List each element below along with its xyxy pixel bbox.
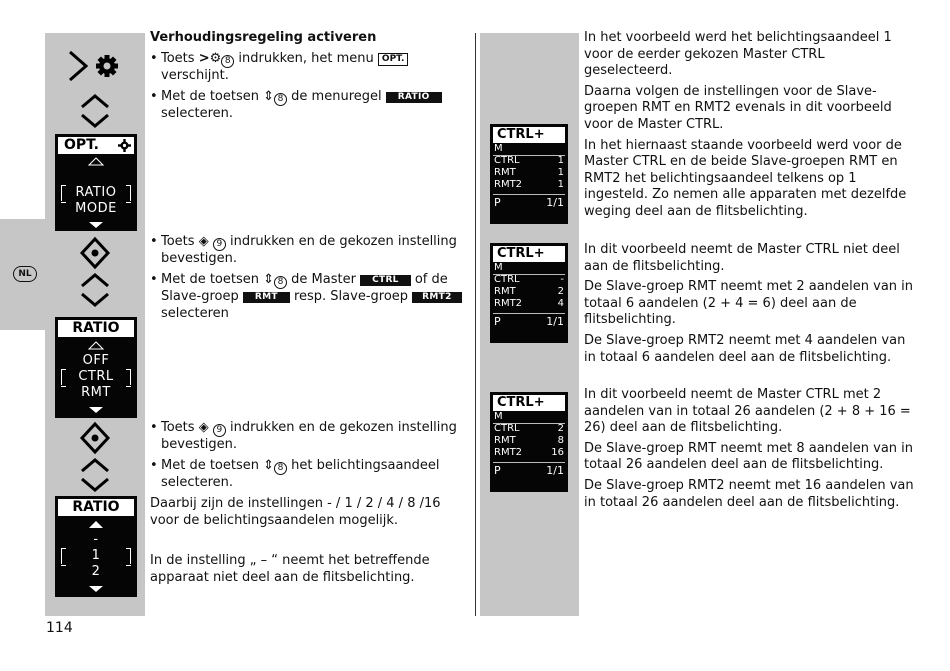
display-line-two: 2 <box>91 564 101 579</box>
example-display-3 <box>490 392 568 492</box>
paragraph: De Slave-groep RMT2 neemt met 16 aandelen van in totaal 26 aandelen deel aan de flitsbelichting. <box>584 477 914 510</box>
example-display-1 <box>490 124 568 224</box>
mini-row-ctrl: CTRL - <box>494 274 564 285</box>
set-key-icon: ◈ <box>198 234 209 249</box>
set-diamond-icon <box>79 421 111 455</box>
example-display-2 <box>490 243 568 343</box>
up-triangle-icon <box>88 520 104 529</box>
display-line-rmt: RMT <box>81 385 111 400</box>
up-down-arrows-icon <box>79 93 111 129</box>
language-badge: NL <box>13 266 37 282</box>
gear-icon <box>118 139 131 152</box>
display-line-one: 1 <box>91 548 101 563</box>
mini-row-ctrl: CTRL 2 <box>494 423 564 434</box>
mini-row-rmt2: RMT2 4 <box>494 298 564 309</box>
paragraph: In de instelling „ – “ neemt het betreffende apparaat niet deel aan de flitsbelichting. <box>150 553 430 585</box>
up-triangle-outline-icon <box>88 157 104 166</box>
column-divider <box>475 33 476 616</box>
set-diamond-icon <box>79 236 111 270</box>
paragraph: De Slave-groep RMT2 neemt met 4 aandelen van in totaal 6 aandelen deel aan de flitsbelichting. <box>584 332 906 365</box>
mini-display-head: CTRL+ <box>493 246 565 262</box>
mini-row-rmt: RMT 8 <box>494 435 564 446</box>
up-down-arrows-icon <box>79 272 111 308</box>
down-triangle-icon <box>88 585 104 593</box>
mini-row-rmt2: RMT2 1 <box>494 179 564 190</box>
mini-row-rmt2: RMT2 16 <box>494 447 564 458</box>
up-down-key-icon: ⇕ <box>263 272 275 287</box>
instruction-bullet: • Met de toetsen ⇕ 8 de menuregel RATIO selecteren. <box>150 89 470 123</box>
paragraph: In dit voorbeeld neemt de Master CTRL niet deel aan de flitsbelichting. <box>584 242 900 274</box>
paragraph: Daarna volgen de instellingen voor de Slave-groepen RMT en RMT2 evenals in dit voorbeeld voor de Master CTRL. <box>584 83 892 132</box>
mini-display-mode: M <box>494 143 503 154</box>
display-line-ctrl: CTRL <box>78 369 114 384</box>
up-down-arrows-icon <box>79 457 111 493</box>
paragraph: De Slave-groep RMT neemt met 2 aandelen van in totaal 6 aandelen (2 + 4 = 6) deel aan de flitsbelichting. <box>584 279 914 328</box>
display-ratio-mode <box>55 317 137 418</box>
paragraph: Daarbij zijn de instellingen - / 1 / 2 / 4 / 8 /16 voor de belichtingsaandelen mogelijk. <box>150 496 441 528</box>
display-line-dash: - <box>93 532 99 547</box>
instruction-bullet: • Met de toetsen ⇕ 8 de Master CTRL of de Slave-groep RMT resp. Slave-groep RMT2 selecteren <box>150 272 470 322</box>
down-triangle-icon <box>88 406 104 414</box>
instruction-bullet: • Toets ◈ 9 indrukken en de gekozen instelling bevestigen. <box>150 420 457 452</box>
mini-row-page: P 1/1 <box>494 464 564 477</box>
section-heading: Verhoudingsregeling activeren <box>150 30 377 45</box>
page-number: 114 <box>46 620 73 636</box>
mini-row-page: P 1/1 <box>494 315 564 328</box>
instruction-bullet: • Toets ◈ 9 indrukken en de gekozen instelling bevestigen. <box>150 234 457 266</box>
display-title: OPT. <box>58 137 134 154</box>
up-down-key-icon: ⇕ <box>263 89 275 104</box>
display-ratio-values <box>55 496 137 597</box>
paragraph: De Slave-groep RMT neemt met 8 aandelen van in totaal 26 aandelen deel aan de flitsbelichting. <box>584 440 914 473</box>
mini-row-rmt: RMT 2 <box>494 286 564 297</box>
display-line-ratio: RATIO <box>75 185 117 200</box>
up-triangle-outline-icon <box>88 341 104 350</box>
paragraph: In het hiernaast staande voorbeeld werd voor de Master CTRL en de beide Slave-groepen RMT en RMT2 het belichtingsaandeel telkens op 1 ingesteld. Zo nemen alle apparaten met dezelfde weging deel aan de flitsbelichting. <box>584 137 907 219</box>
mini-display-mode: M <box>494 262 503 273</box>
display-title: RATIO <box>58 320 134 337</box>
right-section-1 <box>584 30 914 225</box>
paragraph: In dit voorbeeld neemt de Master CTRL met 2 aandelen van in totaal 26 aandelen (2 + 8 + 16 = 26) deel aan de flitsbelichting. <box>584 387 911 436</box>
mini-display-head: CTRL+ <box>493 395 565 411</box>
instruction-bullet: • Toets >⚙ 8 indrukken, het menu OPT. verschijnt. <box>150 51 470 85</box>
set-key-icon: ◈ <box>198 420 209 435</box>
mini-row-page: P 1/1 <box>494 196 564 209</box>
display-opt-menu <box>55 134 137 231</box>
mini-display-mode: M <box>494 411 503 422</box>
display-title: RATIO <box>58 499 134 516</box>
display-line-off: OFF <box>82 353 110 368</box>
chevron-right-gear-icon <box>62 48 124 84</box>
chevron-gear-key-icon: >⚙ <box>198 51 222 66</box>
mini-row-rmt: RMT 1 <box>494 167 564 178</box>
up-down-key-icon: ⇕ <box>263 458 275 473</box>
mini-row-ctrl: CTRL 1 <box>494 155 564 166</box>
down-triangle-icon <box>88 221 104 229</box>
instruction-bullet: • Met de toetsen ⇕ 8 het belichtingsaandeel selecteren. <box>150 458 440 490</box>
mini-display-head: CTRL+ <box>493 127 565 143</box>
display-line-mode: MODE <box>75 201 117 216</box>
paragraph: In het voorbeeld werd het belichtingsaandeel 1 voor de eerder gekozen Master CTRL geselecteerd. <box>584 30 892 79</box>
right-section-3 <box>584 387 914 515</box>
right-section-2 <box>584 242 914 370</box>
